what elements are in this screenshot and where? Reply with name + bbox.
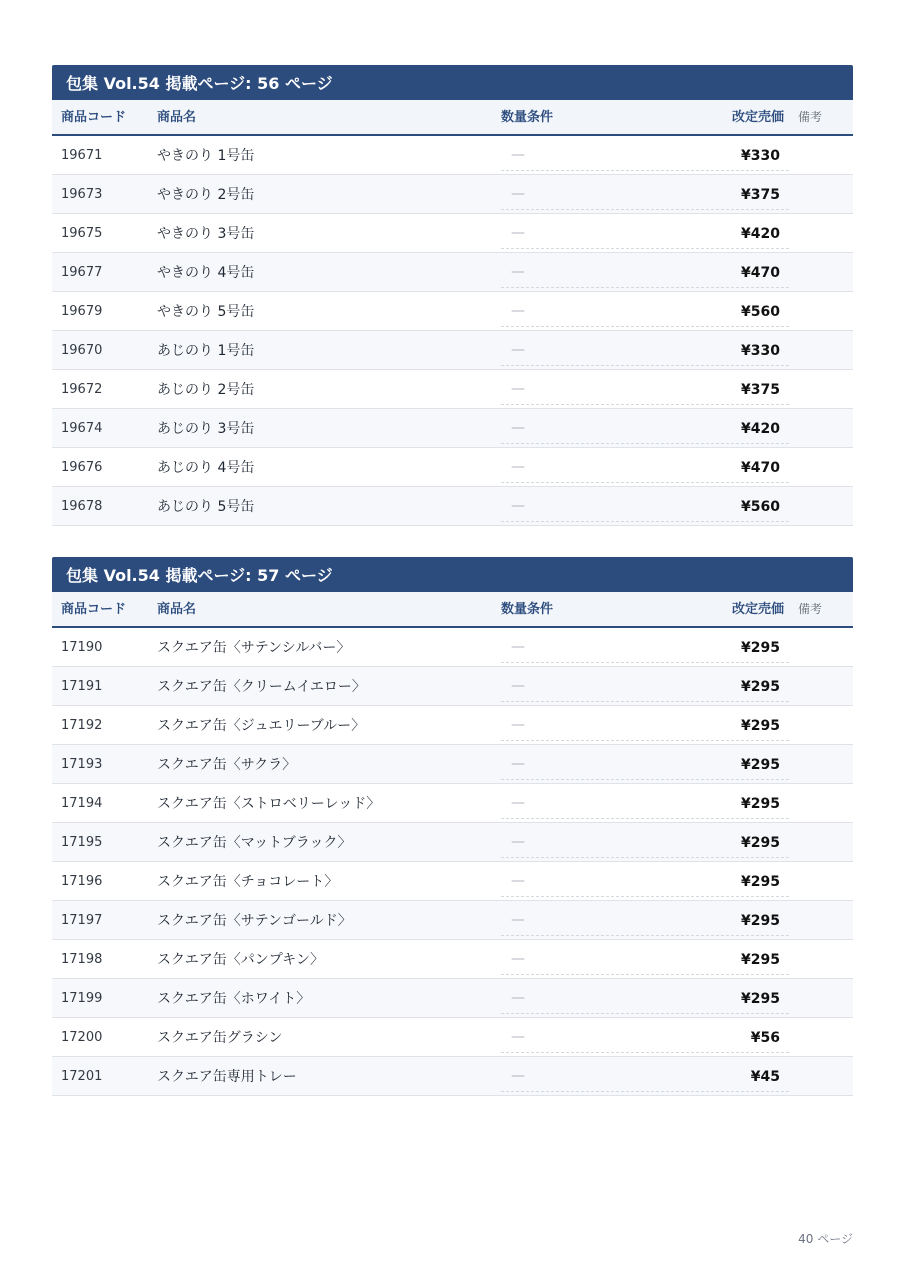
quantity-condition: — <box>501 487 789 522</box>
quantity-condition: — <box>501 214 789 249</box>
quantity-condition: — <box>501 370 789 405</box>
quantity-condition: — <box>501 823 789 858</box>
product-code: 19673 <box>61 187 103 202</box>
product-code: 17194 <box>61 796 103 811</box>
product-name: スクエア缶グラシン <box>157 1030 283 1046</box>
product-code: 17201 <box>61 1069 103 1084</box>
product-code: 17191 <box>61 679 103 694</box>
table-row <box>52 667 853 706</box>
table-row <box>52 628 853 667</box>
product-code: 17199 <box>61 991 103 1006</box>
revised-price: ¥295 <box>741 718 780 734</box>
table-row <box>52 1018 853 1057</box>
product-code: 19670 <box>61 343 103 358</box>
product-code: 19671 <box>61 148 103 163</box>
table-body <box>52 628 853 1096</box>
section-title: 包集 Vol.54 掲載ページ: 56 ページ <box>52 65 853 100</box>
column-header-note: 備考 <box>798 602 823 616</box>
product-name: やきのり 1号缶 <box>157 148 255 164</box>
revised-price: ¥330 <box>741 148 780 164</box>
table-row <box>52 370 853 409</box>
product-code: 17193 <box>61 757 103 772</box>
revised-price: ¥295 <box>741 991 780 1007</box>
table-row <box>52 487 853 526</box>
product-code: 17197 <box>61 913 103 928</box>
table-row <box>52 706 853 745</box>
product-name: スクエア缶〈ジュエリーブルー〉 <box>157 718 366 734</box>
table-row <box>52 331 853 370</box>
revised-price: ¥56 <box>750 1030 780 1046</box>
product-name: スクエア缶〈ホワイト〉 <box>157 991 311 1007</box>
table-row <box>52 409 853 448</box>
price-table-section-56 <box>52 65 853 526</box>
table-row <box>52 979 853 1018</box>
quantity-condition: — <box>501 1057 789 1092</box>
product-name: スクエア缶〈マットブラック〉 <box>157 835 352 851</box>
product-name: あじのり 1号缶 <box>157 343 255 359</box>
product-code: 17192 <box>61 718 103 733</box>
revised-price: ¥295 <box>741 874 780 890</box>
product-code: 17198 <box>61 952 103 967</box>
revised-price: ¥295 <box>741 679 780 695</box>
revised-price: ¥560 <box>741 499 780 515</box>
revised-price: ¥295 <box>741 835 780 851</box>
quantity-condition: — <box>501 448 789 483</box>
product-code: 17190 <box>61 640 103 655</box>
section-title: 包集 Vol.54 掲載ページ: 57 ページ <box>52 557 853 592</box>
quantity-condition: — <box>501 784 789 819</box>
product-name: あじのり 4号缶 <box>157 460 255 476</box>
quantity-condition: — <box>501 979 789 1014</box>
quantity-condition: — <box>501 253 789 288</box>
revised-price: ¥470 <box>741 460 780 476</box>
product-name: スクエア缶〈ストロベリーレッド〉 <box>157 796 381 812</box>
table-row <box>52 136 853 175</box>
table-row <box>52 862 853 901</box>
revised-price: ¥470 <box>741 265 780 281</box>
product-name: やきのり 2号缶 <box>157 187 255 203</box>
product-code: 19676 <box>61 460 103 475</box>
table-row <box>52 175 853 214</box>
product-name: スクエア缶〈パンプキン〉 <box>157 952 325 968</box>
table-row <box>52 448 853 487</box>
product-name: スクエア缶〈サテンゴールド〉 <box>157 913 352 929</box>
product-name: スクエア缶〈サクラ〉 <box>157 757 297 773</box>
quantity-condition: — <box>501 628 789 663</box>
revised-price: ¥295 <box>741 640 780 656</box>
product-code: 19675 <box>61 226 103 241</box>
revised-price: ¥375 <box>741 187 780 203</box>
product-name: やきのり 3号缶 <box>157 226 255 242</box>
product-name: あじのり 3号缶 <box>157 421 255 437</box>
quantity-condition: — <box>501 409 789 444</box>
table-row <box>52 292 853 331</box>
revised-price: ¥295 <box>741 952 780 968</box>
product-code: 19677 <box>61 265 103 280</box>
product-code: 19678 <box>61 499 103 514</box>
price-table-section-57 <box>52 557 853 1096</box>
column-header-qty: 数量条件 <box>501 110 554 125</box>
product-name: スクエア缶専用トレー <box>157 1069 297 1085</box>
column-header-price: 改定売価 <box>731 110 784 125</box>
product-name: スクエア缶〈クリームイエロー〉 <box>157 679 366 695</box>
revised-price: ¥560 <box>741 304 780 320</box>
table-header <box>52 592 853 628</box>
revised-price: ¥45 <box>750 1069 780 1085</box>
product-code: 19674 <box>61 421 103 436</box>
column-header-code: 商品コード <box>61 110 127 125</box>
quantity-condition: — <box>501 136 789 171</box>
revised-price: ¥420 <box>741 421 780 437</box>
column-header-price: 改定売価 <box>731 602 784 617</box>
quantity-condition: — <box>501 175 789 210</box>
table-row <box>52 253 853 292</box>
column-header-name: 商品名 <box>157 602 197 617</box>
product-code: 17195 <box>61 835 103 850</box>
column-header-code: 商品コード <box>61 602 127 617</box>
revised-price: ¥375 <box>741 382 780 398</box>
table-row <box>52 1057 853 1096</box>
quantity-condition: — <box>501 901 789 936</box>
quantity-condition: — <box>501 667 789 702</box>
product-name: スクエア缶〈チョコレート〉 <box>157 874 339 890</box>
product-name: あじのり 2号缶 <box>157 382 255 398</box>
revised-price: ¥330 <box>741 343 780 359</box>
quantity-condition: — <box>501 745 789 780</box>
product-name: やきのり 4号缶 <box>157 265 255 281</box>
page-number: 40 ページ <box>798 1232 853 1246</box>
quantity-condition: — <box>501 1018 789 1053</box>
revised-price: ¥420 <box>741 226 780 242</box>
revised-price: ¥295 <box>741 913 780 929</box>
quantity-condition: — <box>501 862 789 897</box>
table-row <box>52 823 853 862</box>
table-header <box>52 100 853 136</box>
column-header-note: 備考 <box>798 110 823 124</box>
revised-price: ¥295 <box>741 796 780 812</box>
table-body <box>52 136 853 526</box>
product-code: 19679 <box>61 304 103 319</box>
product-code: 17196 <box>61 874 103 889</box>
quantity-condition: — <box>501 292 789 327</box>
column-header-name: 商品名 <box>157 110 197 125</box>
quantity-condition: — <box>501 331 789 366</box>
table-row <box>52 940 853 979</box>
quantity-condition: — <box>501 706 789 741</box>
table-row <box>52 214 853 253</box>
product-name: あじのり 5号缶 <box>157 499 255 515</box>
table-row <box>52 745 853 784</box>
revised-price: ¥295 <box>741 757 780 773</box>
product-code: 19672 <box>61 382 103 397</box>
table-row <box>52 901 853 940</box>
table-row <box>52 784 853 823</box>
product-name: やきのり 5号缶 <box>157 304 255 320</box>
product-code: 17200 <box>61 1030 103 1045</box>
column-header-qty: 数量条件 <box>501 602 554 617</box>
product-name: スクエア缶〈サテンシルバー〉 <box>157 640 351 656</box>
quantity-condition: — <box>501 940 789 975</box>
